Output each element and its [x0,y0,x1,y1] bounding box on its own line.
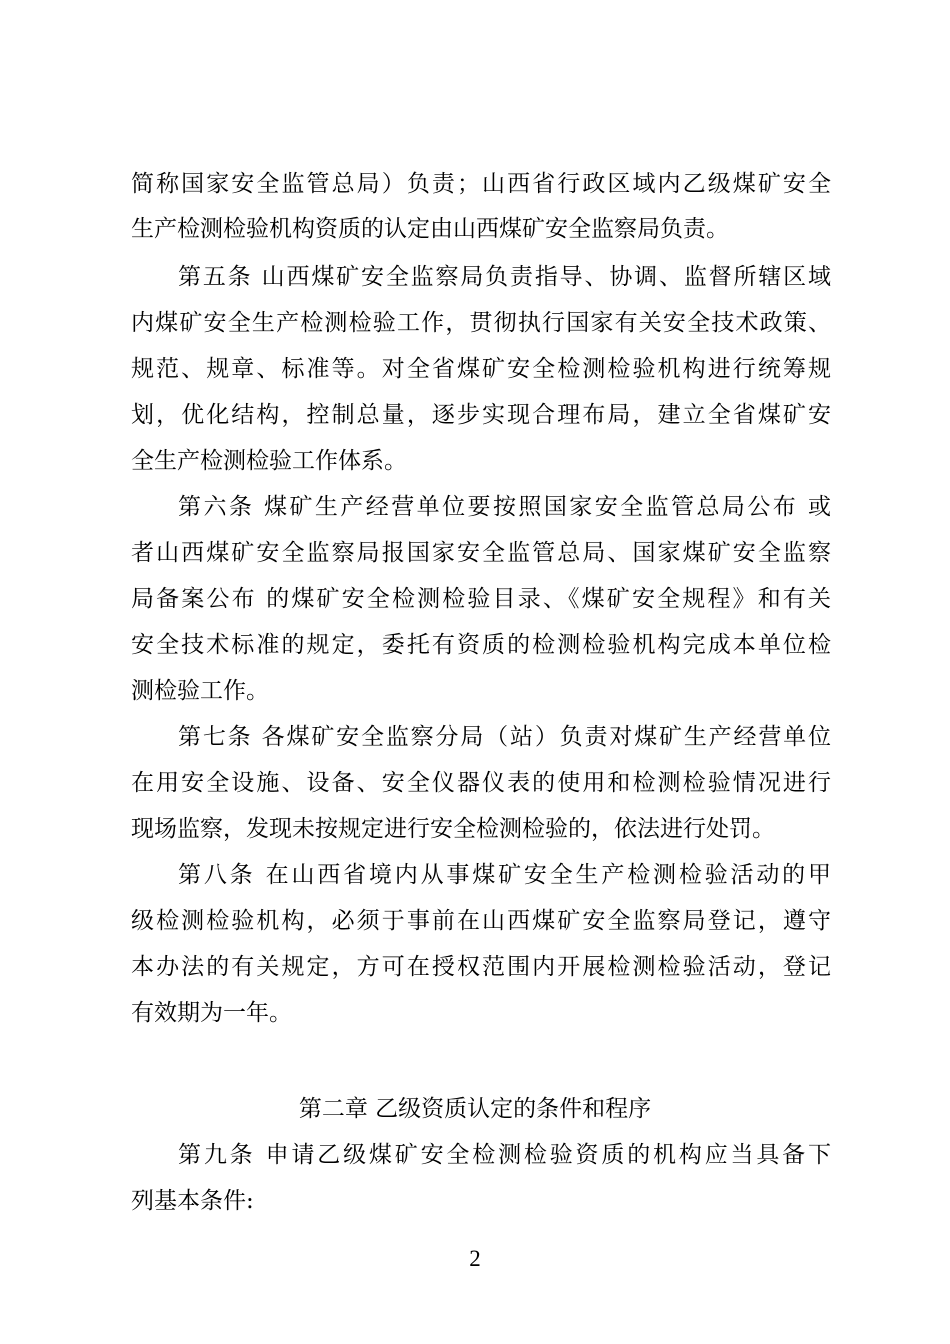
body-line: 局备案公布 的煤矿安全检测检验目录、《煤矿安全规程》和有关 [131,586,831,612]
body-line: 测检验工作。 [131,678,269,704]
body-line: 全生产检测检验工作体系。 [131,448,407,474]
body-line: 者山西煤矿安全监察局报国家安全监管总局、国家煤矿安全监察 [131,540,831,566]
article-9-start: 第九条 申请乙级煤矿安全检测检验资质的机构应当具备下 [178,1142,831,1168]
chapter-heading: 第二章 乙级资质认定的条件和程序 [298,1096,652,1122]
body-line: 本办法的有关规定，方可在授权范围内开展检测检验活动，登记 [131,954,831,980]
article-6-start: 第六条 煤矿生产经营单位要按照国家安全监管总局公布 或 [178,494,831,520]
article-8-start: 第八条 在山西省境内从事煤矿安全生产检测检验活动的甲 [178,862,831,888]
body-line: 现场监察，发现未按规定进行安全检测检验的，依法进行处罚。 [131,816,775,842]
body-line: 列基本条件: [131,1188,254,1214]
body-line: 级检测检验机构，必须于事前在山西煤矿安全监察局登记，遵守 [131,908,831,934]
page-number: 2 [469,1246,481,1271]
body-line: 有效期为一年。 [131,1000,292,1026]
body-line: 简称国家安全监管总局）负责；山西省行政区域内乙级煤矿安全 [131,171,831,197]
article-7-start: 第七条 各煤矿安全监察分局（站）负责对煤矿生产经营单位 [178,724,831,750]
article-5-start: 第五条 山西煤矿安全监察局负责指导、协调、监督所辖区域 [178,264,831,290]
body-line: 生产检测检验机构资质的认定由山西煤矿安全监察局负责。 [131,216,729,242]
body-line: 内煤矿安全生产检测检验工作，贯彻执行国家有关安全技术政策、 [131,310,831,336]
body-line: 在用安全设施、设备、安全仪器仪表的使用和检测检验情况进行 [131,770,831,796]
body-line: 安全技术标准的规定，委托有资质的检测检验机构完成本单位检 [131,632,831,658]
body-line: 规范、规章、标准等。对全省煤矿安全检测检验机构进行统筹规 [131,356,831,382]
body-line: 划，优化结构，控制总量，逐步实现合理布局，建立全省煤矿安 [131,402,831,428]
